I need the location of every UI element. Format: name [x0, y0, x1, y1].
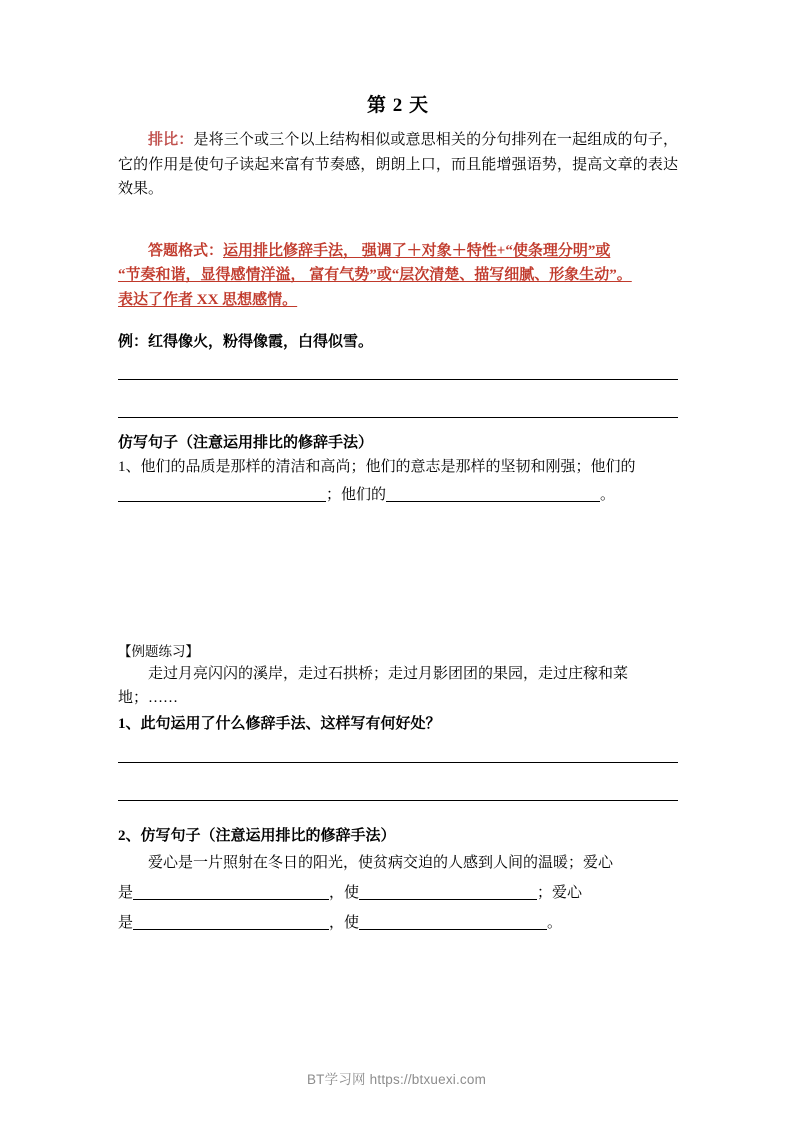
imitation-1-heading: 仿写句子（注意运用排比的修辞手法） — [118, 435, 374, 451]
blank-space — [118, 510, 678, 641]
row-1-suffix: ；爱心 — [537, 885, 583, 901]
blank-input[interactable] — [359, 882, 537, 900]
row-1-middle: ，使 — [329, 885, 360, 901]
answer-lines-group-1 — [118, 379, 678, 418]
row-2-middle: ，使 — [329, 915, 360, 931]
imitation-1-terminator: 。 — [600, 486, 616, 503]
blank-input[interactable] — [133, 912, 329, 930]
practice-passage-line-2: 地；…… — [118, 690, 179, 706]
example-sentence: 例：红得像火，粉得像霞，白得似雪。 — [118, 334, 374, 350]
imitation-2-passage-line-1: 爱心是一片照射在冬日的阳光，使贫病交迫的人感到人间的温暖；爱心 — [148, 854, 614, 871]
footer-watermark: BT学习网 https://btxuexi.com — [306, 1072, 487, 1087]
answer-line-gap — [118, 763, 678, 800]
answer-line[interactable] — [118, 417, 678, 418]
row-2-prefix: 是 — [118, 915, 134, 931]
answer-format-label: 答题格式： — [148, 242, 224, 259]
answer-format-line-1 — [118, 239, 678, 264]
imitation-2-row-1 — [118, 878, 678, 908]
imitation-1-fill-row — [118, 480, 678, 510]
page-title: 第 2 天 — [366, 95, 429, 116]
definition-paragraph — [118, 128, 678, 202]
imitation-1-question: 1、他们的品质是那样的清洁和高尚；他们的意志是那样的坚韧和刚强；他们的 — [118, 459, 636, 475]
answer-format-block — [118, 239, 678, 313]
blank-input[interactable] — [133, 882, 329, 900]
answer-format-line-3: 表达了作者 XX 思想感情。 — [118, 291, 298, 308]
blank-input[interactable] — [386, 484, 600, 502]
answer-line[interactable] — [118, 800, 678, 801]
definition-body: 是将三个或三个以上结构相似或意思相关的分句排列在一起组成的句子，它的作用是使句子读起来富有节奏感，朗朗上口，而且能增强语势，提高文章的表达效果。 — [118, 132, 678, 197]
row-1-prefix: 是 — [118, 885, 134, 901]
answer-format-line-2: “节奏和谐，显得感情洋溢， 富有气势”或“层次清楚、描写细腻、形象生动”。 — [118, 267, 632, 283]
answer-lines-group-2 — [118, 762, 678, 801]
imitation-2-heading: 2、仿写句子（注意运用排比的修辞手法） — [118, 827, 396, 844]
practice-question-1: 1、此句运用了什么修辞手法、这样写有何好处？ — [118, 715, 441, 732]
blank-input[interactable] — [118, 484, 326, 502]
row-2-suffix: 。 — [547, 915, 563, 931]
definition-term: 排比： — [148, 132, 194, 148]
answer-line-gap — [118, 380, 678, 417]
practice-bracket-heading: 【例题练习】 — [118, 643, 199, 659]
imitation-2-row-2 — [118, 908, 678, 938]
practice-passage-line-1: 走过月亮闪闪的溪岸，走过石拱桥；走过月影团团的果园，走过庄稼和菜 — [148, 665, 629, 682]
definition-block — [118, 128, 678, 202]
answer-format-text-1: 运用排比修辞手法， 强调了＋对象＋特性+“使条理分明”或 — [223, 242, 611, 259]
blank-input[interactable] — [359, 912, 547, 930]
document-content — [118, 0, 678, 938]
imitation-1-separator: ；他们的 — [326, 486, 387, 503]
